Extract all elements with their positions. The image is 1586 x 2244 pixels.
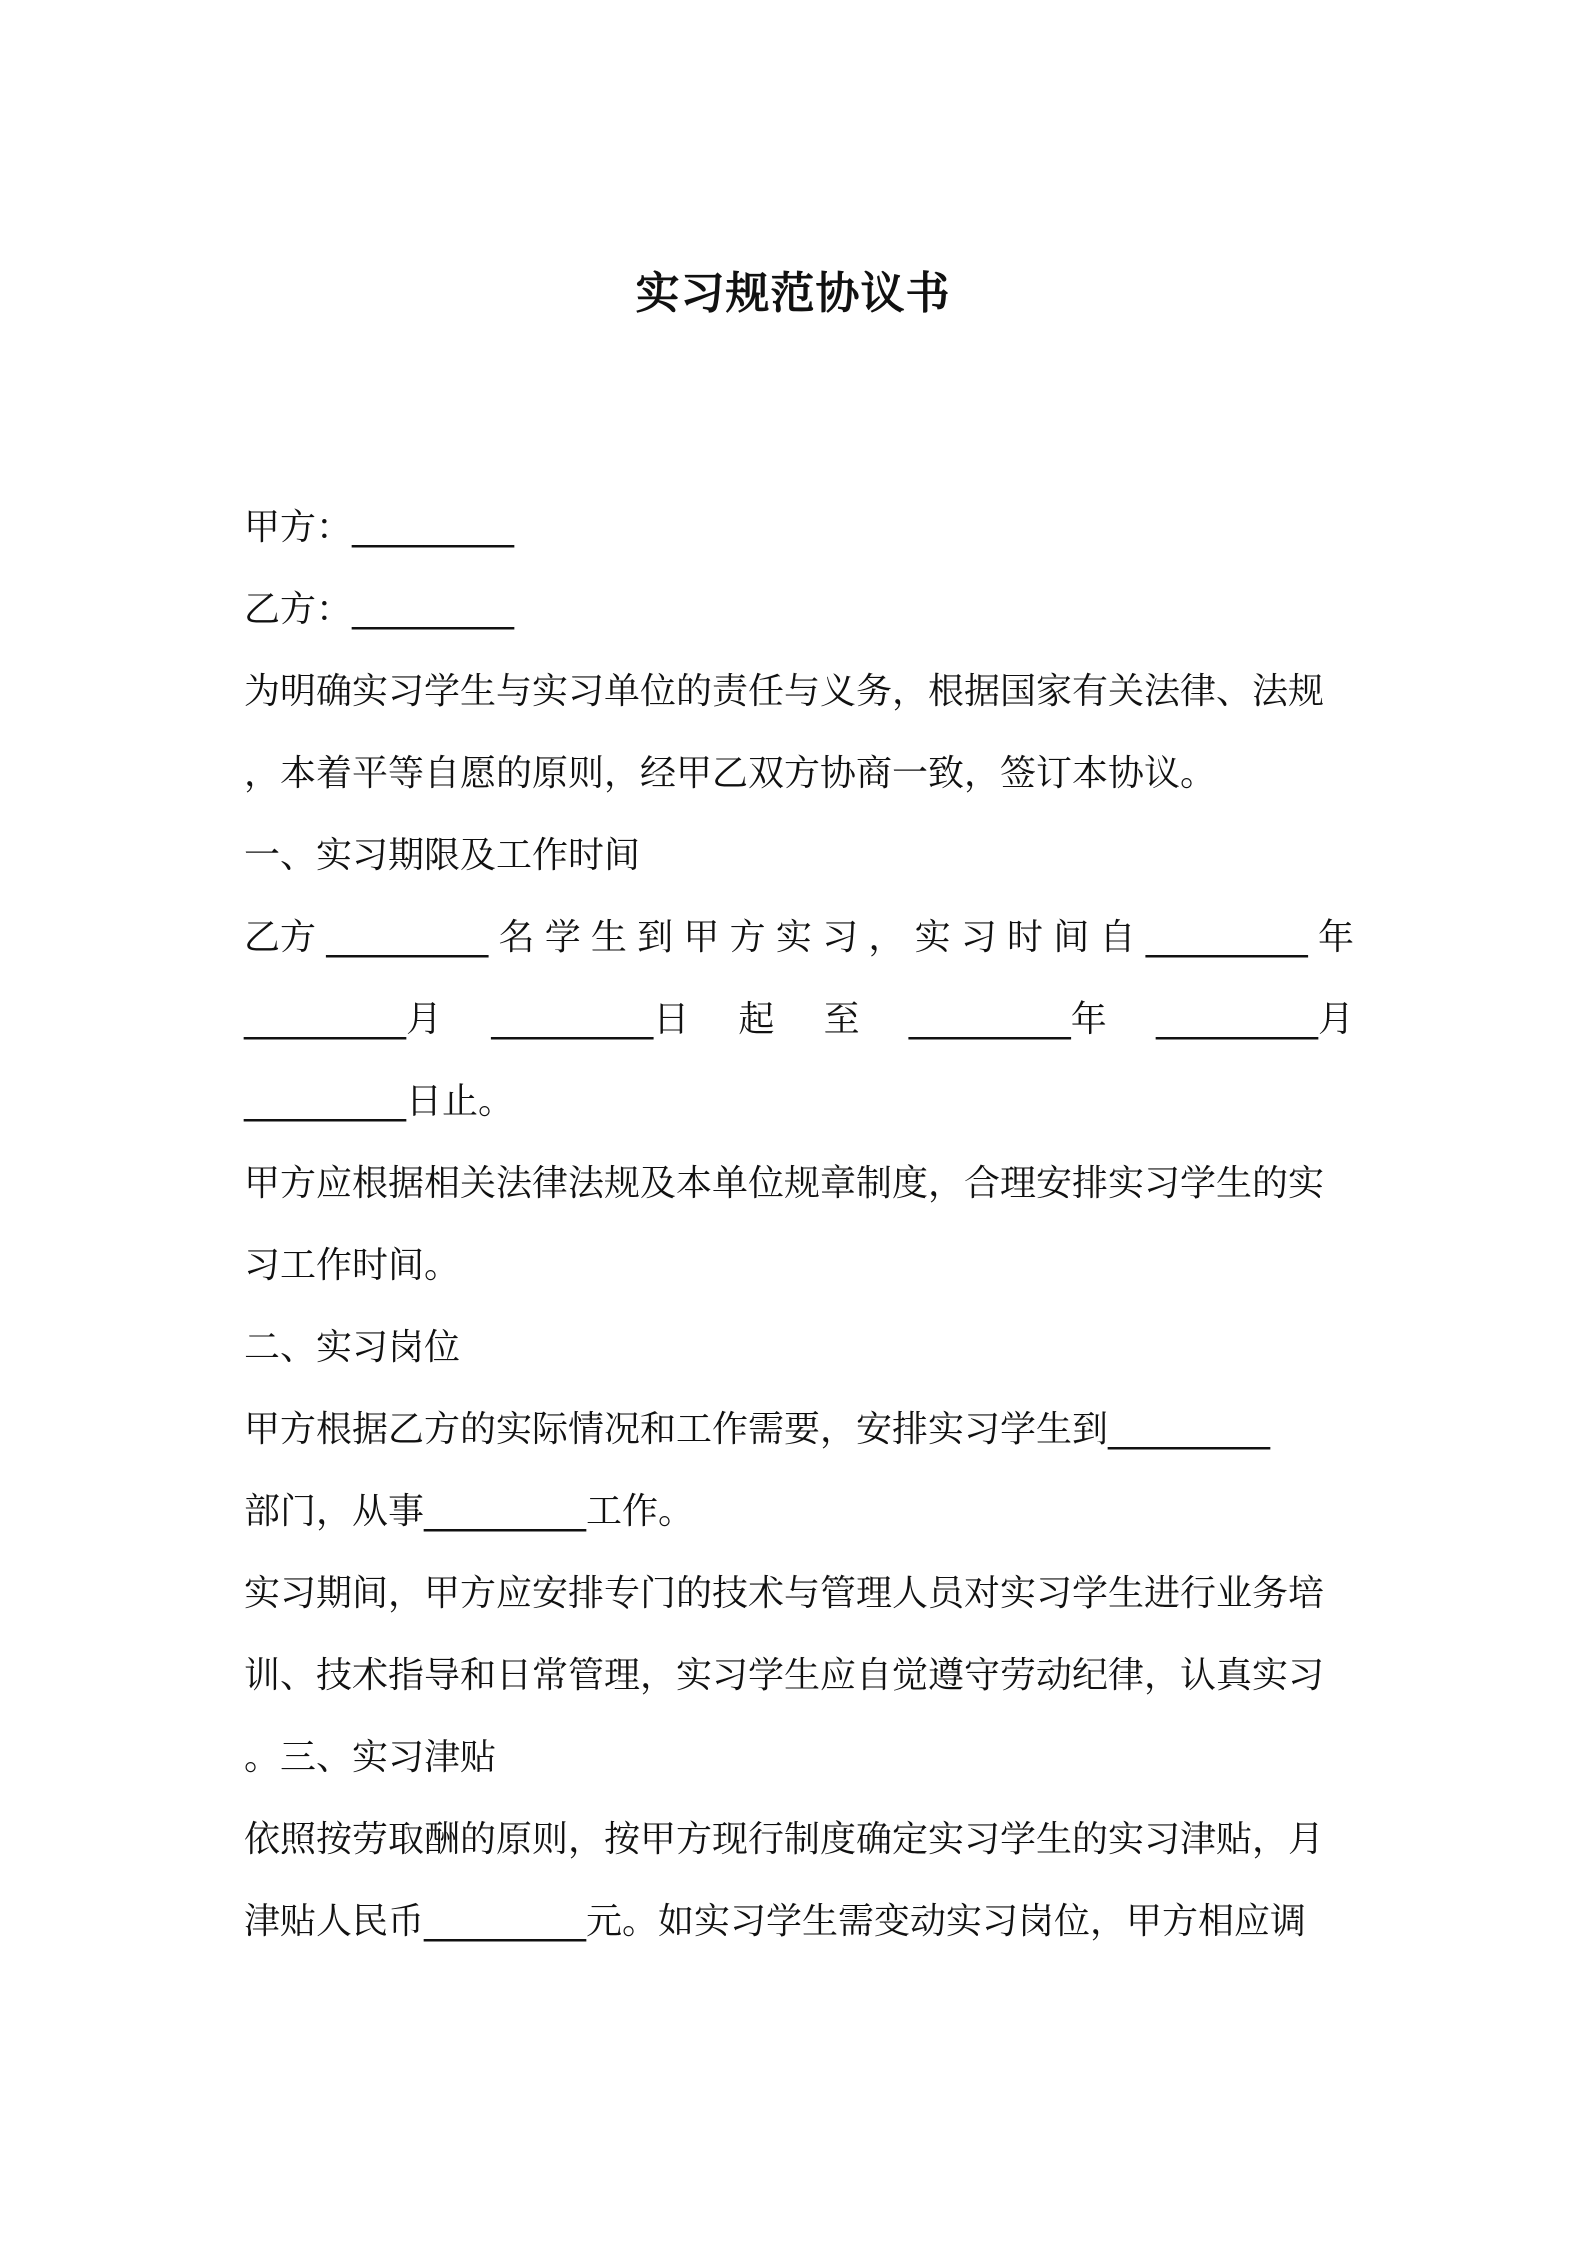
paragraph-line: ，本着平等自愿的原则，经甲乙双方协商一致，签订本协议。 — [244, 753, 1217, 794]
section-heading: 一、实习期限及工作时间 — [244, 835, 641, 876]
text-fragment: 时 — [1007, 917, 1044, 958]
paragraph-line: _________日止。 — [244, 1081, 515, 1122]
text-fragment: 到 — [637, 917, 674, 958]
paragraph-line: 津贴人民币_________元。如实习学生需变动实习岗位，甲方相应调 — [244, 1901, 1307, 1942]
text-fragment: 方 — [729, 917, 766, 958]
text-fragment: 名 — [498, 917, 535, 958]
paragraph-line: 为明确实习学生与实习单位的责任与义务，根据国家有关法律、法规 — [244, 671, 1325, 712]
paragraph-line: 依照按劳取酬的原则，按甲方现行制度确定实习学生的实习津贴，月 — [244, 1819, 1325, 1860]
paragraph-line-justified — [244, 910, 1354, 966]
paragraph-line: 部门，从事_________工作。 — [244, 1491, 695, 1532]
document-title: 实习规范协议书 — [635, 268, 951, 319]
text-fragment: 生 — [590, 917, 627, 958]
text-fragment: 习 — [822, 917, 859, 958]
text-fragment: 至 — [823, 999, 860, 1040]
text-fragment: 习 — [960, 917, 997, 958]
text-fragment: 实 — [775, 917, 812, 958]
blank-field: _________日 — [491, 999, 690, 1040]
blank-field: _________月 — [244, 999, 443, 1040]
blank-field: _________月 — [1155, 999, 1354, 1040]
text-fragment: 甲 — [683, 917, 720, 958]
paragraph-line: 甲方应根据相关法律法规及本单位规章制度，合理安排实习学生的实 — [244, 1163, 1325, 1204]
section-heading: 。三、实习津贴 — [244, 1737, 497, 1778]
text-fragment: 自 — [1099, 917, 1136, 958]
party-b-line: 乙方：_________ — [244, 589, 515, 630]
text-fragment: 乙方 — [244, 917, 317, 958]
blank-field: _________年 — [908, 999, 1107, 1040]
text-fragment: 间 — [1053, 917, 1090, 958]
text-fragment: 学 — [544, 917, 581, 958]
paragraph-line: 甲方根据乙方的实际情况和工作需要，安排实习学生到_________ — [244, 1409, 1271, 1450]
paragraph-line: 实习期间，甲方应安排专门的技术与管理人员对实习学生进行业务培 — [244, 1573, 1325, 1614]
paragraph-line: 习工作时间。 — [244, 1245, 461, 1286]
text-fragment: 实 — [914, 917, 951, 958]
text-fragment: 起 — [738, 999, 775, 1040]
section-heading: 二、实习岗位 — [244, 1327, 461, 1368]
blank-field: _________ — [326, 917, 489, 958]
text-fragment: ， — [868, 917, 905, 958]
blank-field: _________ — [1145, 917, 1308, 958]
party-a-line: 甲方：_________ — [244, 507, 515, 548]
paragraph-line: 训、技术指导和日常管理，实习学生应自觉遵守劳动纪律，认真实习 — [244, 1655, 1325, 1696]
text-fragment: 年 — [1317, 917, 1354, 958]
paragraph-line-justified — [244, 992, 1354, 1048]
